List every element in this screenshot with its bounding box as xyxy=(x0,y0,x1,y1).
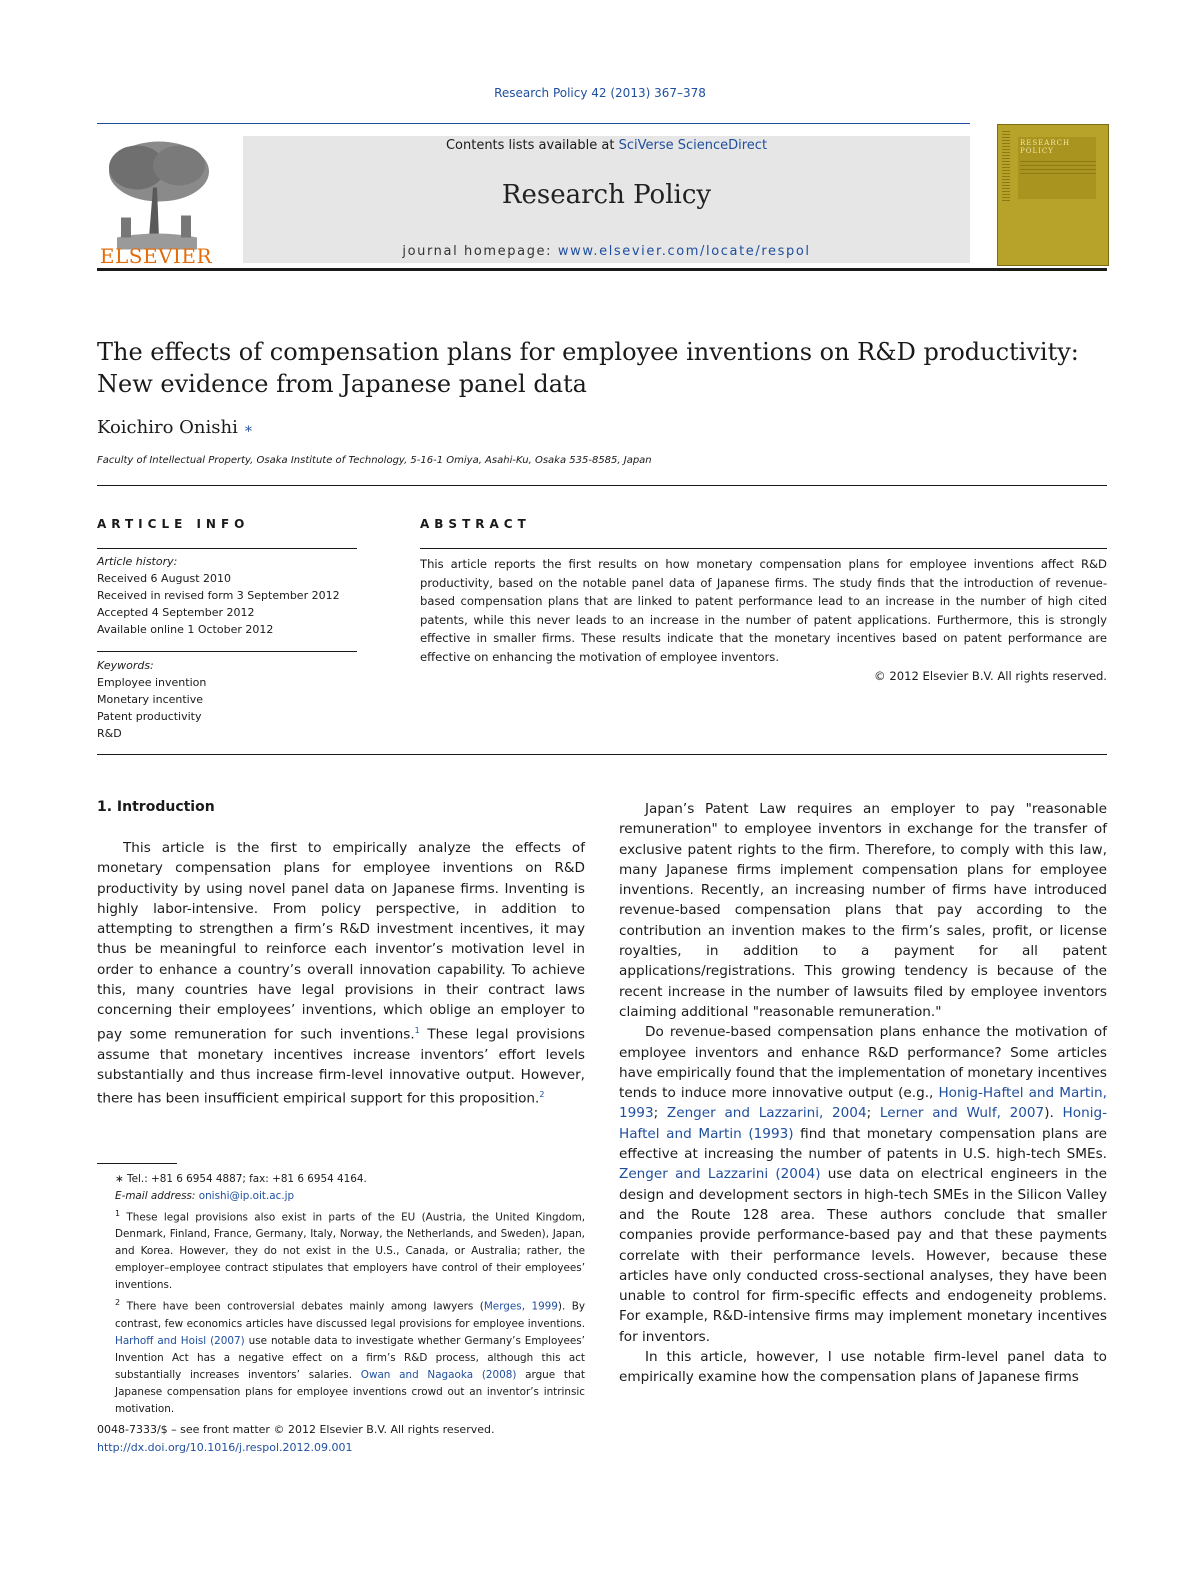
paragraph-text: These legal provisions assume that monetary incentives increase inventors’ effort levels substantially and thus increase firm-level innovative output. However, there has been insufficient empirical support for this proposition. xyxy=(97,1026,585,1107)
homepage-prefix: journal homepage: xyxy=(402,244,558,259)
footnote-mark: 1 xyxy=(115,1209,121,1218)
abstract-bottom-rule xyxy=(97,754,1107,755)
keyword-item: Monetary incentive xyxy=(97,693,204,706)
keywords-rule xyxy=(97,651,357,652)
footnote-text: Tel.: +81 6 6954 4887; fax: +81 6 6954 4164. xyxy=(127,1173,367,1185)
footnote-2 xyxy=(97,1294,585,1417)
keyword-item: R&D xyxy=(97,727,122,740)
footnote-rule xyxy=(97,1163,177,1164)
homepage-link[interactable]: www.elsevier.com/locate/respol xyxy=(557,244,811,259)
author-footnote-mark[interactable]: ∗ xyxy=(243,421,254,437)
article-history xyxy=(97,553,357,638)
article-info-rule xyxy=(97,548,357,549)
paragraph xyxy=(97,838,585,1109)
email-link[interactable]: onishi@ip.oit.ac.jp xyxy=(198,1190,295,1202)
header-rule xyxy=(97,123,970,124)
footnote-text: use notable data to investigate whether Germany’s Employees’ Invention Act has a negative effect on a firm’s R&D process, although this act substantially increases inventors’ salaries. xyxy=(115,1334,585,1381)
abstract-text: This article reports the first results on how monetary compensation plans for employee inventions affect R&D productivity, based on the notable panel data of Japanese firms. The study finds that the introduction of revenue-based compensation plans that are linked to patent performance lead to an increase in the number of high cited patents, while this never leads to an increase in the number of patent applications. Furthermore, this is strongly effective in smaller firms. These results indicate that the monetary incentives based on patent performance are effective on enhancing the motivation of employee inventors. xyxy=(420,557,1107,664)
section-heading-introduction: 1. Introduction xyxy=(97,799,215,815)
footnote-text: There have been controversial debates mainly among lawyers ( xyxy=(126,1300,484,1313)
history-received: Received 6 August 2010 xyxy=(97,572,232,585)
citation-link[interactable]: Honig-Haftel and Martin, 1993 xyxy=(619,1085,1107,1122)
title-rule xyxy=(97,485,1107,486)
keywords-list xyxy=(97,657,357,742)
citation-link[interactable]: Zenger and Lazzarini (2004) xyxy=(619,1166,821,1183)
paragraph-text: Do revenue-based compensation plans enhance the motivation of employee inventors and enhance R&D performance? Some articles have empirically found that the implementation of monetary incentives tends to induce more innovative output (e.g., xyxy=(619,1024,1107,1102)
journal-citation[interactable]: Research Policy 42 (2013) 367–378 xyxy=(494,86,706,100)
abstract-copyright: © 2012 Elsevier B.V. All rights reserved. xyxy=(874,668,1107,683)
history-label: Article history: xyxy=(97,555,178,568)
paragraph-text: This article is the first to empirically analyze the effects of monetary compensation plans for employee inventions on R&D productivity by using novel panel data on Japanese firms. Inventing is highly labor-intensive. From policy perspective, in addition to attempting to strengthen a firm’s R&D investment incentives, it may thus be meaningful to reinforce each inventor’s motivation level in order to enhance a country’s overall innovation capability. To achieve this, many countries have legal provisions in their contract laws concerning their employees’ inventions, which oblige an employer to pay some remuneration for such inventions. xyxy=(97,840,585,1043)
article-title-line1: The effects of compensation plans for employee inventions on R&D productivity: xyxy=(97,338,1079,366)
footnote-author xyxy=(97,1171,585,1188)
cover-subtitle-lines xyxy=(1020,161,1096,177)
citation-link[interactable]: Harhoff and Hoisl (2007) xyxy=(115,1334,245,1347)
footnote-mark: 2 xyxy=(115,1298,121,1308)
footnote-1 xyxy=(97,1205,585,1294)
article-title xyxy=(97,336,1107,400)
footnote-ref-1[interactable]: 1 xyxy=(414,1025,420,1035)
paragraph: In this article, however, I use notable firm-level panel data to empirically examine how the compensation plans of Japanese firms xyxy=(619,1349,1107,1386)
footnote-text: These legal provisions also exist in parts of the EU (Austria, the United Kingdom, Denmark, Finland, France, Germany, Italy, Norway, the Netherlands, and Sweden), Japan, and Korea. However, they do not exist in the U.S., Canada, or Australia; rather, the employer–employee contract stipulates that employers have control of their employees’ inventions. xyxy=(115,1211,585,1292)
body-column-right xyxy=(619,799,1107,1388)
citation-link[interactable]: Owan and Nagaoka (2008) xyxy=(360,1368,517,1381)
cover-title: RESEARCH POLICY xyxy=(1020,139,1071,155)
keywords-label: Keywords: xyxy=(97,659,154,672)
cover-side-pattern xyxy=(1002,131,1010,201)
abstract-rule xyxy=(420,548,1107,549)
history-online: Available online 1 October 2012 xyxy=(97,623,274,636)
contents-prefix: Contents lists available at xyxy=(445,138,619,153)
contents-line xyxy=(243,138,970,153)
journal-homepage xyxy=(243,244,970,259)
footnote-text: ). By contrast, few economics articles have discussed legal provisions for employee inventions. xyxy=(115,1300,585,1330)
abstract-body xyxy=(420,555,1107,685)
journal-cover-thumbnail xyxy=(997,124,1109,266)
footnotes xyxy=(97,1171,585,1418)
doi-link[interactable]: http://dx.doi.org/10.1016/j.respol.2012.09.001 xyxy=(97,1441,353,1454)
paragraph-text: ). xyxy=(1044,1105,1063,1122)
issn-line: 0048-7333/$ – see front matter © 2012 Elsevier B.V. All rights reserved. xyxy=(97,1423,495,1436)
keyword-item: Employee invention xyxy=(97,676,207,689)
history-accepted: Accepted 4 September 2012 xyxy=(97,606,255,619)
citation-link[interactable]: Honig-Haftel and Martin (1993) xyxy=(619,1105,1108,1142)
footnote-email xyxy=(97,1188,585,1205)
body-column-left xyxy=(97,838,585,1109)
footnote-mark: ∗ xyxy=(115,1173,124,1185)
citation-link[interactable]: Zenger and Lazzarini, 2004 xyxy=(666,1105,867,1122)
footnote-ref-2[interactable]: 2 xyxy=(539,1090,545,1100)
paragraph-text: use data on electrical engineers in the design and development sectors in high-tech SMEs in the Silicon Valley and the Route 128 area. These authors conclude that smaller companies provide performance-based pay and that these payments correlate with their performance levels. However, because these articles have only conducted cross-sectional analyses, they have been unable to control for firm-specific effects and endogeneity problems. For example, R&D-intensive firms may implement monetary incentives for inventors. xyxy=(619,1166,1107,1345)
citation-link[interactable]: Lerner and Wulf, 2007 xyxy=(879,1105,1045,1122)
email-label: E-mail address: xyxy=(115,1190,199,1202)
paragraph: Japan’s Patent Law requires an employer to pay "reasonable remuneration" to employee inventors in exchange for the transfer of exclusive patent rights to the firm. Therefore, to comply with this law, many Japanese firms implement compensation plans for employee inventions. Recently, an increasing number of firms have introduced revenue-based compensation plans that pay according to the contribution an invention makes to the firm’s sales, profit, or license royalties, in addition to a payment for all patent applications/registrations. This growing tendency is because of the recent increase in the number of lawsuits filed by employee inventors claiming additional "reasonable remuneration." xyxy=(619,801,1107,1020)
article-info-heading: ARTICLE INFO xyxy=(97,517,250,531)
history-revised: Received in revised form 3 September 2012 xyxy=(97,589,340,602)
journal-title: Research Policy xyxy=(501,180,712,210)
author-affiliation: Faculty of Intellectual Property, Osaka Institute of Technology, 5-16-1 Omiya, Asahi-Ku, Osaka 535-8585, Japan xyxy=(97,455,652,466)
article-title-line2: New evidence from Japanese panel data xyxy=(97,370,587,398)
paragraph-text: find that monetary compensation plans are effective at increasing the number of patents in U.S. high-tech SMEs. xyxy=(619,1125,1107,1163)
elsevier-wordmark: ELSEVIER xyxy=(99,244,213,268)
header-thick-rule xyxy=(97,268,1107,271)
front-matter xyxy=(97,1421,585,1457)
footnote-text: argue that Japanese compensation plans for employee inventions crowd out an inventor’s intrinsic motivation. xyxy=(115,1368,585,1415)
sciencedirect-link[interactable]: SciVerse ScienceDirect xyxy=(618,138,768,153)
keyword-item: Patent productivity xyxy=(97,710,202,723)
author-text: Koichiro Onishi xyxy=(97,417,238,438)
citation-separator: ; xyxy=(866,1105,880,1122)
citation-separator: ; xyxy=(653,1105,667,1122)
citation-link[interactable]: Merges, 1999 xyxy=(483,1300,558,1313)
abstract-heading: ABSTRACT xyxy=(420,517,531,531)
paragraph xyxy=(619,1022,1107,1347)
author-name xyxy=(97,417,253,438)
